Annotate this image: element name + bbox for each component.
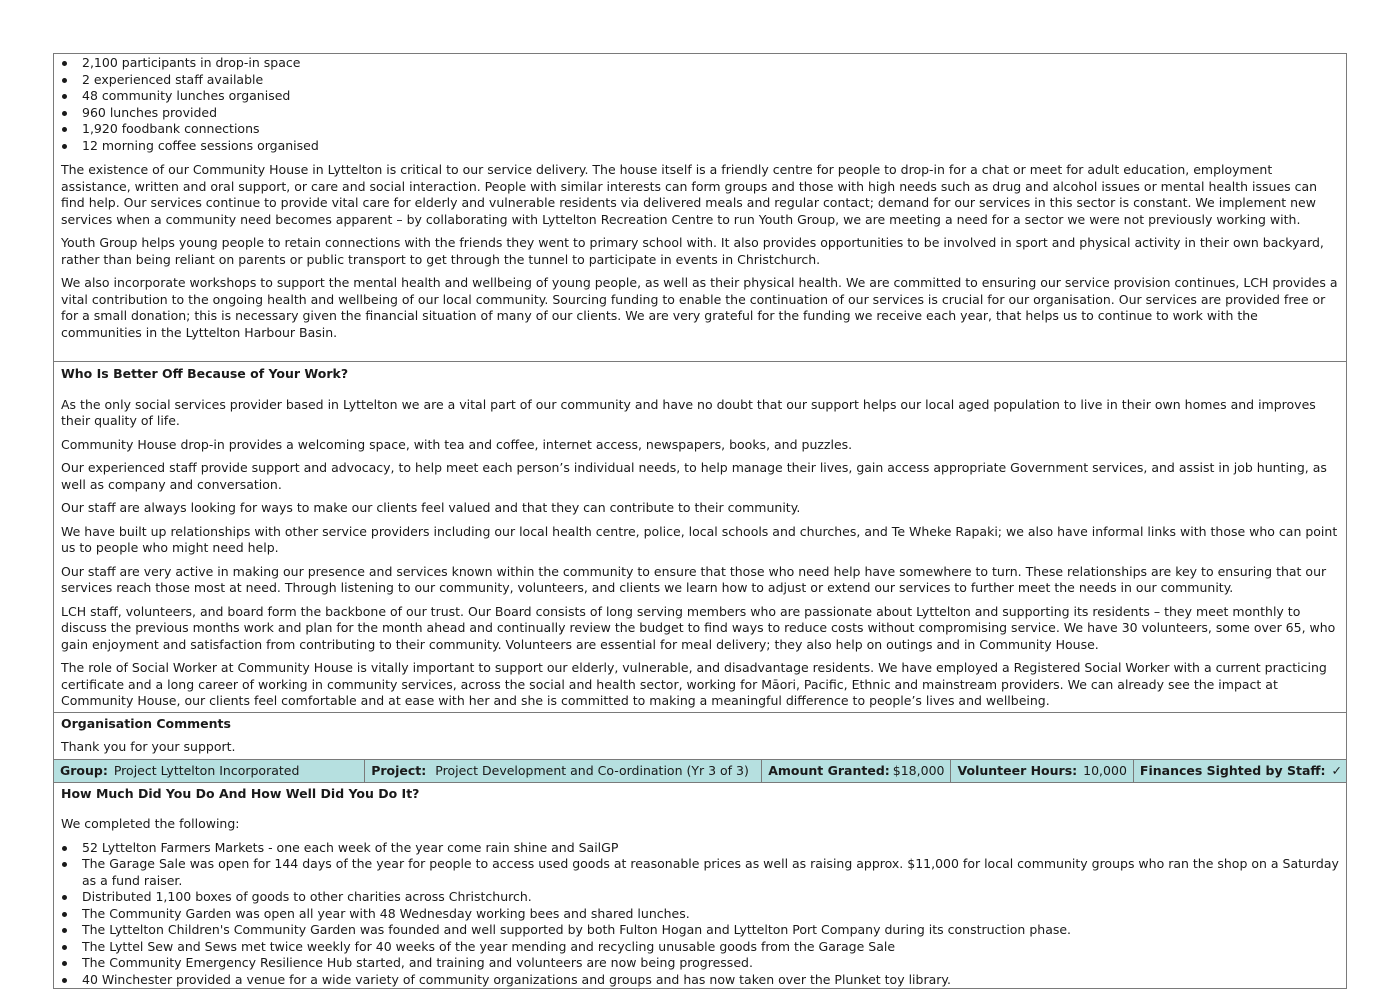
paragraph: LCH staff, volunteers, and board form the backbone of our trust. Our Board consists of long serving members who are passionate about Lyttelton and supporting its residents – they meet monthly to discuss the previous months work and plan for the month ahead and continually review the budget to find ways to reduce costs without compromising service. We have 30 volunteers, some over 65, who gain enjoyment and satisfaction from contributing to their community. Volunteers are essential for meal delivery; they also help on outings and in Community House. (61, 603, 1336, 652)
paragraph: Community House drop-in provides a welcoming space, with tea and coffee, internet access, newspapers, books, and puzzles. (61, 436, 853, 452)
grant-info-bar (54, 759, 1346, 782)
list-item: The Garage Sale was open for 144 days of the year for people to access used goods at reasonable prices as well as raising approx. $11,000 for local community groups who ran the shop on a Saturday as a fund raiser. (61, 856, 1339, 889)
paragraph: Our experienced staff provide support and advocacy, to help meet each person’s individual needs, to help manage their lives, gain access appropriate Government services, and assist in job hunting, as well as company and conversation. (61, 460, 1327, 492)
list-item: The Lyttel Sew and Sews met twice weekly for 40 weeks of the year mending and recycling unusable goods from the Garage Sale (61, 939, 1339, 956)
list-item: The Community Garden was open all year with 48 Wednesday working bees and shared lunches. (61, 906, 1339, 923)
list-item: 12 morning coffee sessions organised (61, 138, 1339, 155)
comment-text: Thank you for your support. (61, 739, 236, 754)
volunteer-cell (950, 760, 1132, 782)
paragraph: We have built up relationships with other service providers including our local health centre, police, local schools and churches, and Te Wheke Rapaki; we also have informal links with those who can point us to people who might need help. (61, 523, 1338, 555)
intro-text: We completed the following: (61, 816, 240, 831)
group-label: Group: (60, 762, 108, 778)
paragraph: The existence of our Community House in Lyttelton is critical to our service delivery. The house itself is a friendly centre for people to drop-in for a chat or meet for adult education, employment assistance, written and oral support, or care and social interaction. People with similar interests can form groups and those with high needs such as drug and alcohol issues or mental health issues can find help. Our services continue to provide vital care for elderly and vulnerable residents via delivered meals and regular contact; demand for our services in this sector is constant. We implement new services when a community need becomes apparent – by collaborating with Lyttelton Recreation Centre to run Youth Group, we are meeting a need for a sector we were not previously working with. (61, 162, 1318, 227)
organisation-comments-section (54, 712, 1346, 759)
project-value: Project Development and Co-ordination (Yr 3 of 3) (435, 762, 749, 778)
list-item: 960 lunches provided (61, 105, 1339, 122)
list-item: 48 community lunches organised (61, 88, 1339, 105)
paragraph: The role of Social Worker at Community House is vitally important to support our elderly, vulnerable, and disadvantage residents. We have employed a Registered Social Worker with a current practicing certificate and a long career of working in community services, across the social and health sector, working for Māori, Pacific, Ethnic and mainstream providers. We can already see the impact at Community House, our clients feel comfortable and at ease with her and she is committed to making a meaningful difference to people’s lives and wellbeing. (61, 660, 1327, 708)
paragraph: Youth Group helps young people to retain connections with the friends they went to primary school with. It also provides opportunities to be involved in sport and physical activity in their own backyard, rather than being reliant on parents or public transport to get through the tunnel to participate in events in Christchurch. (61, 235, 1324, 267)
paragraph: Our staff are very active in making our presence and services known within the community to ensure that those who need help have somewhere to turn. These relationships are key to ensuring that our services reach those most at need. Through listening to our community, volunteers, and clients we learn how to adjust or extend our services to further meet the needs in our community. (61, 563, 1327, 595)
list-item: The Community Emergency Resilience Hub started, and training and volunteers are now being progressed. (61, 955, 1339, 972)
project-label: Project: (371, 762, 427, 778)
paragraph: As the only social services provider based in Lyttelton we are a vital part of our community and have no doubt that our support helps our local aged population to live in their own homes and improves their quality of life. (61, 396, 1316, 428)
list-item: 2,100 participants in drop-in space (61, 55, 1339, 72)
section-heading: Organisation Comments (61, 715, 231, 731)
list-item: 40 Winchester provided a venue for a wide variety of community organizations and groups and has now taken over the Plunket toy library. (61, 972, 1339, 989)
paragraph: We also incorporate workshops to support the mental health and wellbeing of young people, as well as their physical health. We are committed to ensuring our service provision continues, LCH provides a vital contribution to the ongoing health and wellbeing of our local community. Sourcing funding to enable the continuation of our services is crucial for our organisation. Our services are provided free or for a small donation; this is necessary given the financial situation of many of our clients. We are very grateful for the funding we receive each year, that helps us to continue to work with the communities in the Lyttelton Harbour Basin. (61, 275, 1338, 340)
amount-value: $18,000 (892, 762, 945, 778)
who-better-off-section (54, 361, 1346, 712)
list-item: 52 Lyttelton Farmers Markets - one each week of the year come rain shine and SailGP (61, 840, 1339, 857)
finances-label: Finances Sighted by Staff: (1139, 762, 1326, 778)
volunteer-value: 10,000 (1083, 762, 1127, 778)
amount-cell (761, 760, 950, 782)
list-item: 1,920 foodbank connections (61, 121, 1339, 138)
project-cell (364, 760, 761, 782)
group-cell (54, 760, 364, 782)
check-icon: ✓ (1331, 762, 1342, 778)
volunteer-label: Volunteer Hours: (957, 762, 1078, 778)
section-heading: How Much Did You Do And How Well Did You Do It? (61, 785, 420, 801)
list-item: The Lyttelton Children's Community Garden was founded and well supported by both Fulton Hogan and Lyttelton Port Company during its construction phase. (61, 922, 1339, 939)
amount-label: Amount Granted: (768, 762, 890, 778)
outputs-section (54, 54, 1346, 361)
report-document (53, 53, 1347, 989)
outputs-list (61, 55, 1339, 154)
completed-list (61, 840, 1339, 989)
group-value: Project Lyttelton Incorporated (113, 762, 300, 778)
section-heading: Who Is Better Off Because of Your Work? (61, 366, 349, 381)
list-item: Distributed 1,100 boxes of goods to other charities across Christchurch. (61, 889, 1339, 906)
list-item: 2 experienced staff available (61, 72, 1339, 89)
finances-cell (1133, 760, 1346, 782)
how-much-section (54, 782, 1346, 989)
paragraph: Our staff are always looking for ways to make our clients feel valued and that they can contribute to their community. (61, 500, 801, 515)
